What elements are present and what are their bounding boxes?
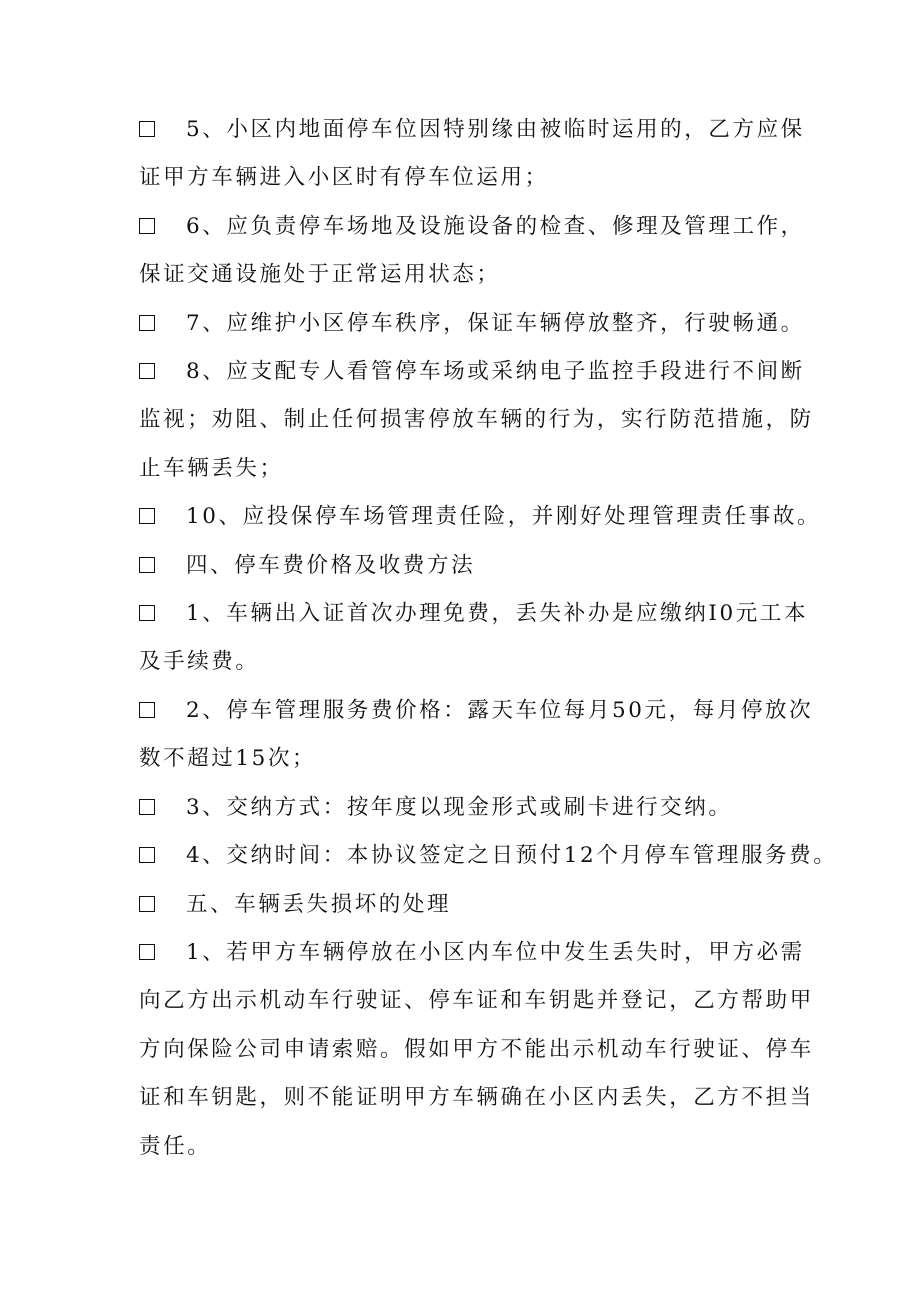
paragraph-line: 及手续费。 <box>139 649 260 675</box>
checkbox-icon[interactable] <box>139 315 155 331</box>
paragraph-fee-3 <box>139 784 799 832</box>
section-heading-text: 四、停车费价格及收费方法 <box>186 552 476 578</box>
checkbox-icon[interactable] <box>139 218 155 234</box>
paragraph-line: 向乙方出示机动车行驶证、停车证和车钥匙并登记，乙方帮助甲 <box>139 988 814 1014</box>
paragraph-line: 10、应投保停车场管理责任险，并刚好处理管理责任事故。 <box>186 504 822 530</box>
paragraph-line: 6、应负责停车场地及设施设备的检查、修理及管理工作， <box>186 213 805 239</box>
paragraph-fee-2 <box>139 687 814 784</box>
checkbox-icon[interactable] <box>139 605 155 621</box>
checkbox-icon[interactable] <box>139 508 155 524</box>
paragraph-6 <box>139 203 805 300</box>
paragraph-line: 7、应维护小区停车秩序，保证车辆停放整齐，行驶畅通。 <box>186 310 805 336</box>
paragraph-line: 证和车钥匙，则不能证明甲方车辆确在小区内丢失，乙方不担当 <box>139 1085 814 1111</box>
section-heading-5 <box>139 881 799 929</box>
paragraph-fee-4 <box>139 832 838 880</box>
section-heading-4 <box>139 542 799 590</box>
paragraph-line: 止车辆丢失； <box>139 455 284 481</box>
paragraph-8 <box>139 348 814 493</box>
paragraph-5 <box>139 106 805 203</box>
paragraph-line: 保证交通设施处于正常运用状态； <box>139 262 501 288</box>
paragraph-line: 方向保险公司申请索赔。假如甲方不能出示机动车行驶证、停车 <box>139 1036 814 1062</box>
paragraph-line: 1、车辆出入证首次办理免费，丢失补办是应缴纳I0元工本 <box>186 601 809 627</box>
paragraph-line: 2、停车管理服务费价格：露天车位每月50元，每月停放次 <box>186 697 814 723</box>
paragraph-line: 证甲方车辆进入小区时有停车位运用； <box>139 165 549 191</box>
checkbox-icon[interactable] <box>139 363 155 379</box>
paragraph-line: 3、交纳方式：按年度以现金形式或刷卡进行交纳。 <box>186 794 733 820</box>
checkbox-icon[interactable] <box>139 944 155 960</box>
paragraph-line: 监视；劝阻、制止任何损害停放车辆的行为，实行防范措施，防 <box>139 407 814 433</box>
paragraph-line: 数不超过15次； <box>139 746 317 772</box>
paragraph-line: 8、应支配专人看管停车场或采纳电子监控手段进行不间断 <box>186 359 805 385</box>
checkbox-icon[interactable] <box>139 799 155 815</box>
section-heading-text: 五、车辆丢失损坏的处理 <box>186 891 452 917</box>
paragraph-line: 5、小区内地面停车位因特别缘由被临时运用的，乙方应保 <box>186 117 805 142</box>
checkbox-icon[interactable] <box>139 557 155 573</box>
checkbox-icon[interactable] <box>139 847 155 863</box>
checkbox-icon[interactable] <box>139 896 155 912</box>
paragraph-fee-1 <box>139 590 809 687</box>
checkbox-icon[interactable] <box>139 702 155 718</box>
paragraph-loss-1 <box>139 929 814 1171</box>
paragraph-line: 1、若甲方车辆停放在小区内车位中发生丢失时，甲方必需 <box>186 939 805 965</box>
paragraph-10 <box>139 493 822 541</box>
paragraph-line: 4、交纳时间：本协议签定之日预付12个月停车管理服务费。 <box>186 843 838 869</box>
paragraph-line: 责任。 <box>139 1133 212 1159</box>
checkbox-icon[interactable] <box>139 121 155 137</box>
paragraph-7 <box>139 300 805 348</box>
document-body <box>139 106 838 1171</box>
